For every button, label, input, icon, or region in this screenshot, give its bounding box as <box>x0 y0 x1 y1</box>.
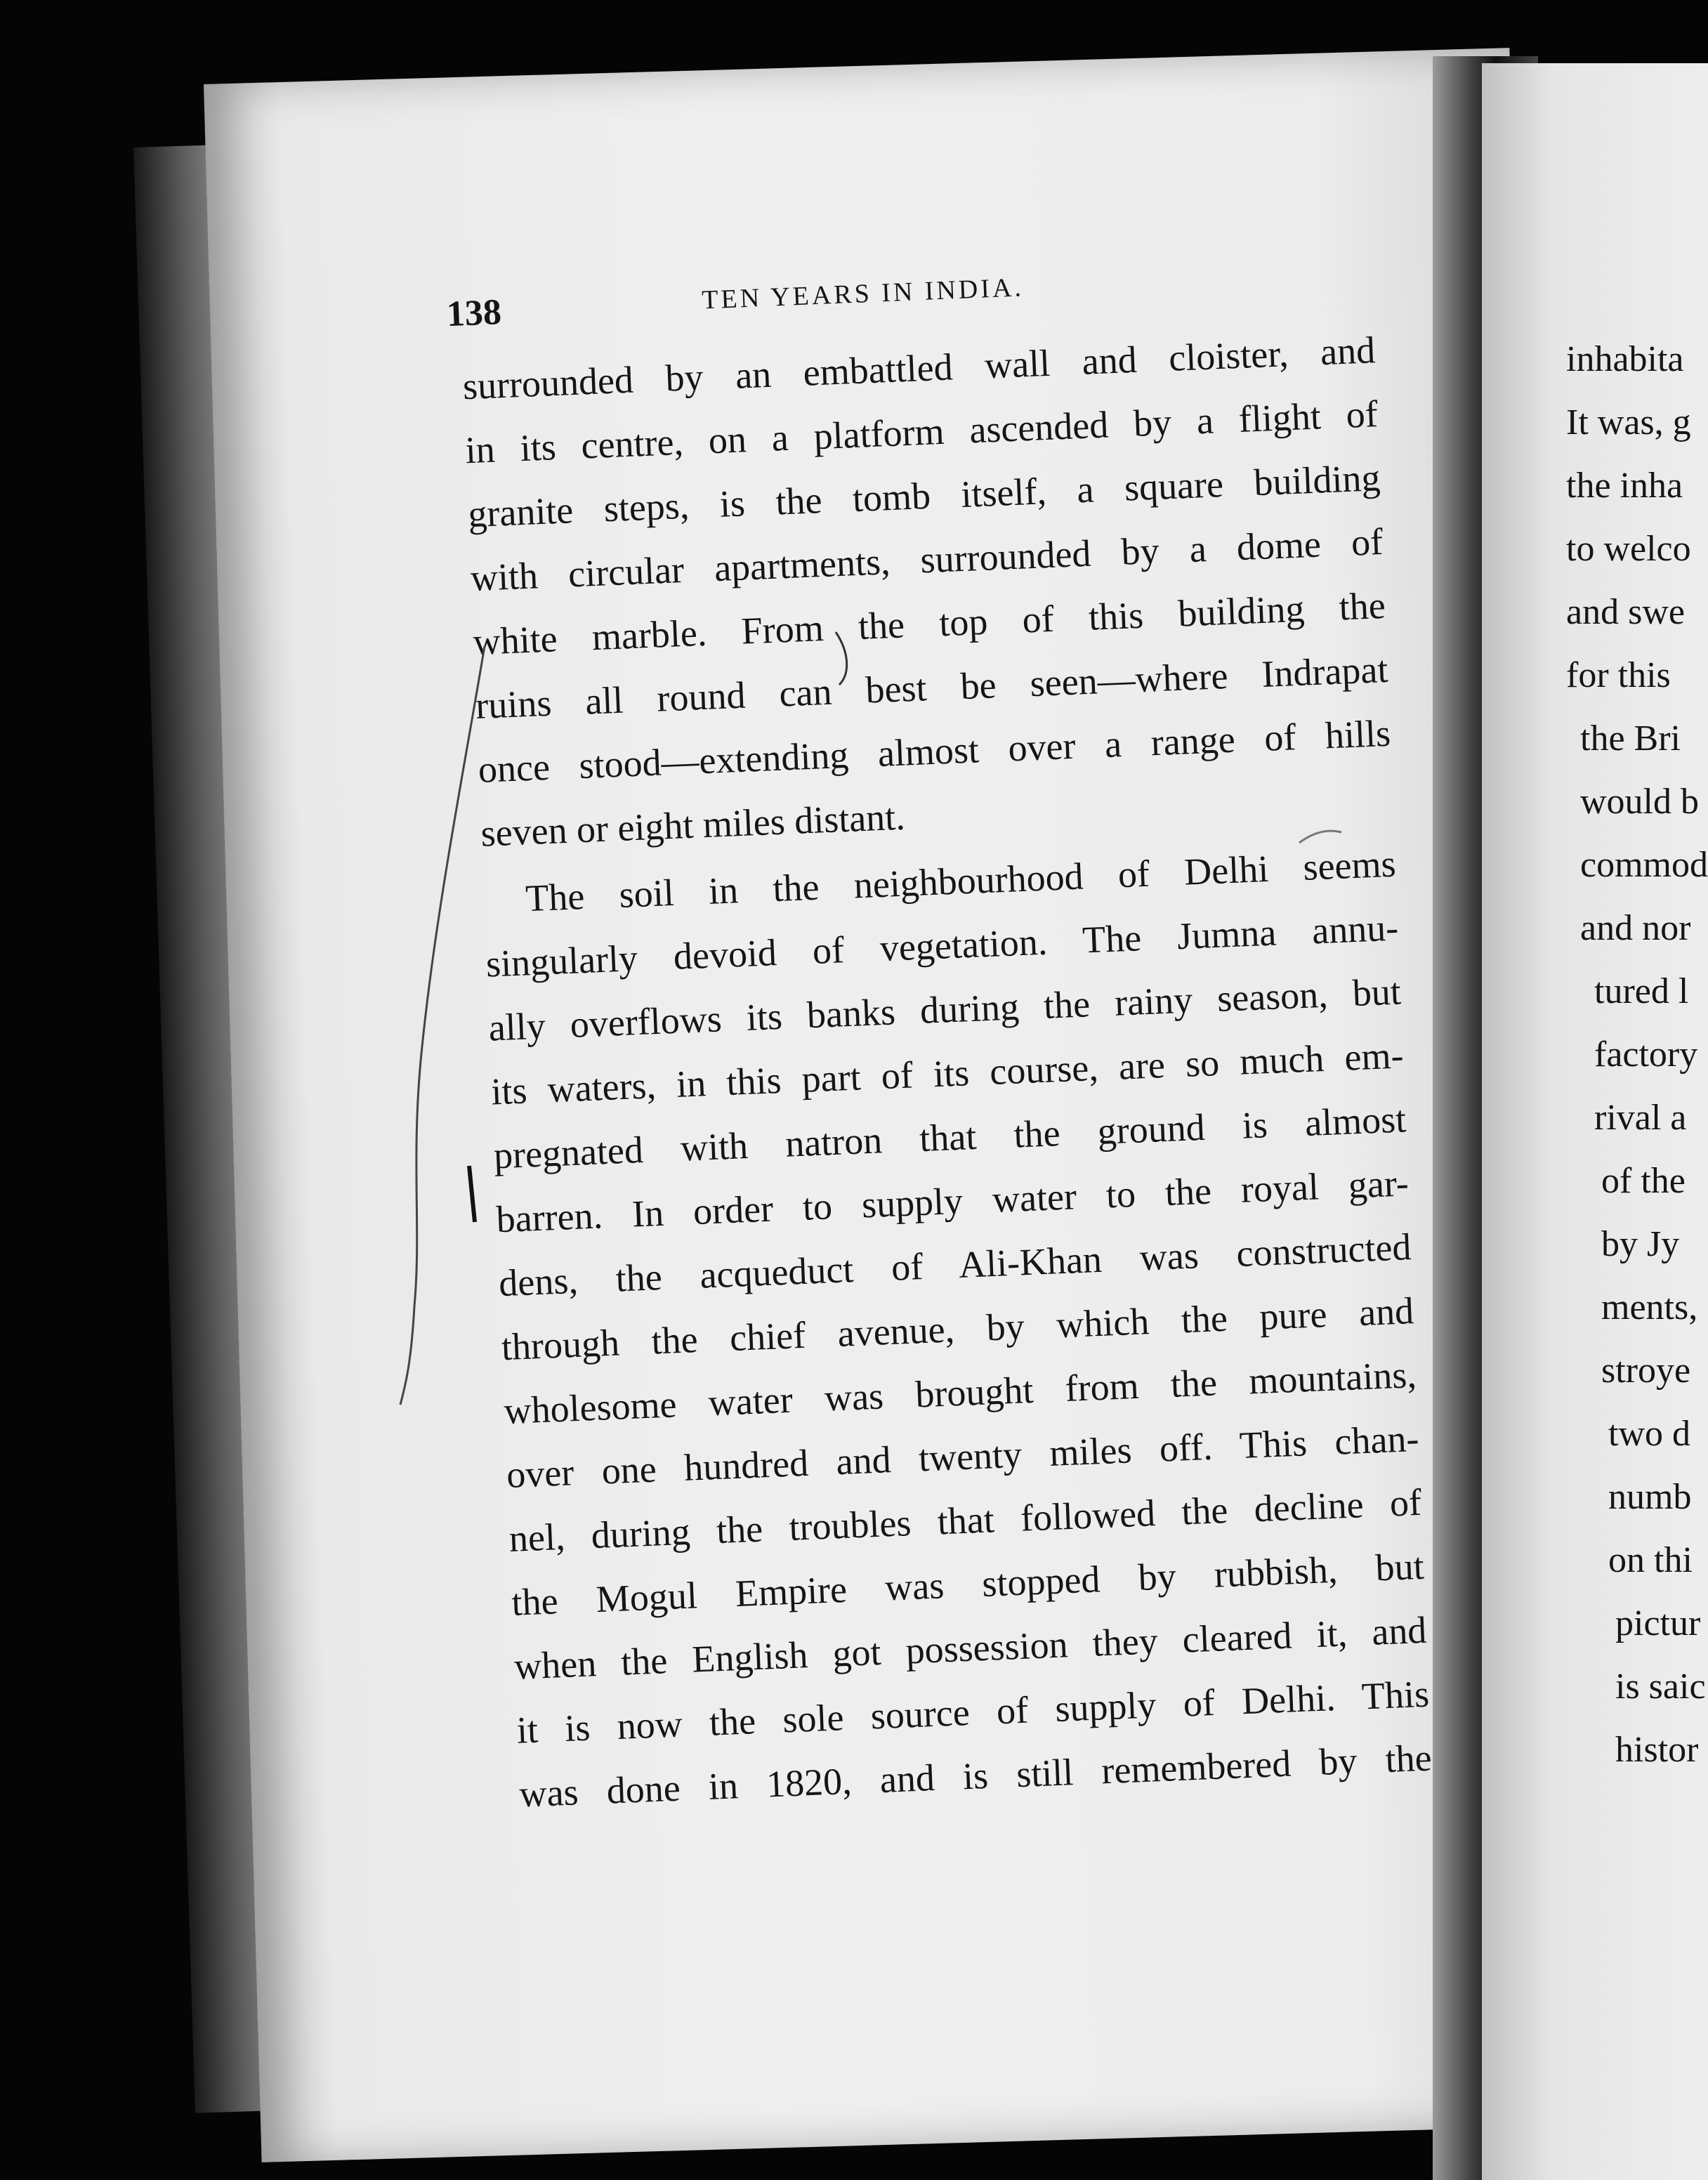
text-line: nel, during the troubles that followed the decline of <box>508 1480 1423 1560</box>
text-line: rival a <box>1594 1098 1687 1138</box>
text-line: when the English got possession they cleared it, and <box>513 1608 1428 1688</box>
text-line: once stood—extending almost over a range of hills <box>477 711 1392 791</box>
text-line: with circular apartments, surrounded by a dome of <box>469 520 1384 600</box>
text-line: granite steps, is the tomb itself, a square building <box>467 457 1381 536</box>
text-line: commod <box>1580 845 1708 885</box>
text-line: histor <box>1615 1730 1699 1770</box>
text-line: to welco <box>1566 529 1691 569</box>
margin-line-mark <box>400 646 485 1405</box>
text-line: ments, <box>1601 1287 1698 1327</box>
parenthesis-mark <box>836 632 847 685</box>
text-line: stroye <box>1601 1351 1691 1391</box>
stray-mark <box>1299 831 1341 843</box>
text-line: white marble. From the top of this building the <box>472 584 1386 663</box>
text-line: wholesome water was brought from the mountains, <box>503 1353 1417 1433</box>
text-line: pictur <box>1615 1603 1701 1643</box>
text-line: over one hundred and twenty miles off. This chan- <box>506 1417 1420 1497</box>
text-line: its waters, in this part of its course, are so much em- <box>490 1034 1405 1113</box>
text-line: and swe <box>1566 592 1685 632</box>
text-line: surrounded by an embattled wall and cloister, and <box>461 329 1377 408</box>
page-number: 138 <box>445 292 502 335</box>
text-line: is saic <box>1615 1667 1706 1707</box>
running-head: TEN YEARS IN INDIA. <box>701 272 1025 315</box>
bracket-mark <box>469 1166 475 1222</box>
text-line: for this <box>1566 655 1671 695</box>
text-line: the Mogul Empire was stopped by rubbish, but <box>511 1544 1425 1624</box>
text-line: tured l <box>1594 971 1689 1011</box>
text-line: It was, g <box>1566 402 1691 442</box>
text-line: it is now the sole source of supply of Delhi. This <box>515 1672 1431 1752</box>
text-line: barren. In order to supply water to the royal gar- <box>495 1162 1410 1241</box>
text-line: two d <box>1608 1414 1690 1454</box>
text-line: in its centre, on a platform ascended by a flight of <box>464 393 1379 472</box>
text-line: singularly devoid of vegetation. The Jumna annu- <box>485 906 1400 985</box>
text-line: was done in 1820, and is still remembered by the <box>518 1736 1433 1815</box>
text-line: on thi <box>1608 1540 1693 1580</box>
text-line: ally overflows its banks during the rainy season, but <box>487 970 1402 1049</box>
text-line: would b <box>1580 782 1699 822</box>
text-line: pregnated with natron that the ground is almost <box>492 1098 1407 1177</box>
text-line: by Jy <box>1601 1224 1680 1264</box>
text-line: of the <box>1601 1161 1686 1201</box>
text-line: the Bri <box>1580 718 1681 759</box>
text-line: numb <box>1608 1477 1692 1517</box>
text-line: factory <box>1594 1035 1698 1075</box>
text-line: The soil in the neighbourhood of Delhi seems <box>525 842 1397 920</box>
text-line: inhabita <box>1566 339 1684 379</box>
text-line: ruins all round can best be seen—where Indrapat <box>475 648 1389 727</box>
text-line: the inha <box>1566 466 1683 506</box>
text-line: dens, the acqueduct of Ali-Khan was constructed <box>498 1226 1412 1305</box>
text-line: and nor <box>1580 908 1691 948</box>
text-line: seven or eight miles distant. <box>480 795 906 855</box>
text-line: through the chief avenue, by which the pure and <box>500 1289 1415 1369</box>
